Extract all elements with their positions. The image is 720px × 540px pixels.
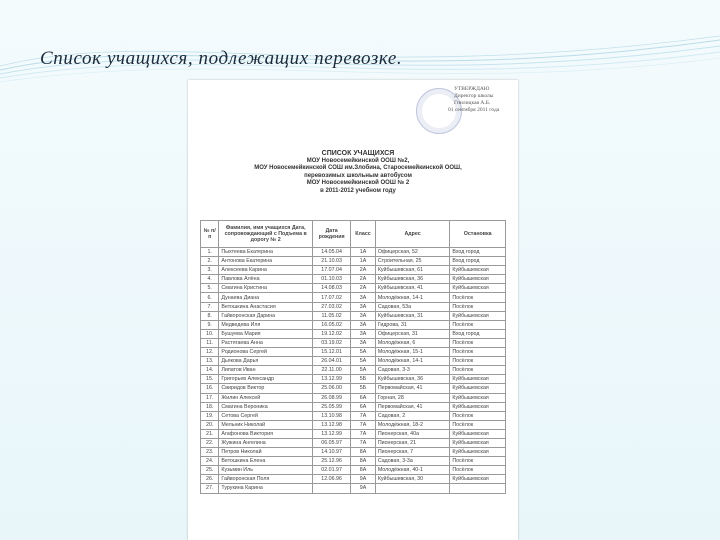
table-row: [201, 329, 506, 338]
cell-name: Петров Николай: [219, 448, 313, 457]
cell-date: 17.07.04: [312, 266, 350, 275]
cell-stop: Посёлок: [450, 411, 506, 420]
cell-address: Офицерская, 52: [375, 248, 450, 257]
cell-stop: [450, 484, 506, 493]
cell-name: Григорьев Александр: [219, 375, 313, 384]
cell-address: Молодёжная, 14-1: [375, 293, 450, 302]
cell-no: 4.: [201, 275, 219, 284]
cell-class: 3А: [351, 329, 376, 338]
heading-line: МОУ Новосемейкинской ООШ № 2: [306, 180, 410, 186]
table-row: [201, 438, 506, 447]
header-no: № п/п: [201, 221, 219, 248]
table-row: [201, 338, 506, 347]
cell-stop: Посёлок: [450, 302, 506, 311]
table-row: [201, 311, 506, 320]
cell-name: Липатов Иван: [219, 366, 313, 375]
cell-stop: Куйбышевская: [450, 438, 506, 447]
cell-no: 1.: [201, 248, 219, 257]
cell-name: Ветошкина Анастасия: [219, 302, 313, 311]
table-row: [201, 275, 506, 284]
cell-stop: Посёлок: [450, 420, 506, 429]
table-row: [201, 375, 506, 384]
cell-class: 5А: [351, 348, 376, 357]
cell-name: Дьякова Дарья: [219, 357, 313, 366]
cell-name: Антонова Екатерина: [219, 257, 313, 266]
cell-no: 8.: [201, 311, 219, 320]
table-row: [201, 448, 506, 457]
cell-class: 1А: [351, 257, 376, 266]
table-row: [201, 266, 506, 275]
cell-address: Пионерская, 40а: [375, 429, 450, 438]
cell-no: 20.: [201, 420, 219, 429]
cell-stop: Вход город: [450, 248, 506, 257]
cell-class: 7А: [351, 429, 376, 438]
cell-date: 16.05.02: [312, 320, 350, 329]
cell-class: 5А: [351, 357, 376, 366]
cell-no: 12.: [201, 348, 219, 357]
cell-address: Молодёжная, 40-1: [375, 466, 450, 475]
cell-name: Дунаева Диана: [219, 293, 313, 302]
cell-stop: Куйбышевская: [450, 448, 506, 457]
cell-address: Горная, 28: [375, 393, 450, 402]
scanned-document: [188, 80, 518, 540]
decorative-wave-lines: [0, 0, 720, 90]
cell-no: 27.: [201, 484, 219, 493]
cell-date: 14.10.97: [312, 448, 350, 457]
cell-date: 14.05.04: [312, 248, 350, 257]
cell-stop: Куйбышевская: [450, 375, 506, 384]
cell-name: Жилин Алексей: [219, 393, 313, 402]
cell-name: Медведева Иля: [219, 320, 313, 329]
header-class: Класс: [351, 221, 376, 248]
cell-name: Агафонова Виктория: [219, 429, 313, 438]
cell-class: 8А: [351, 466, 376, 475]
cell-address: Куйбышевская, 36: [375, 375, 450, 384]
cell-no: 18.: [201, 402, 219, 411]
cell-name: Павлова Алёна: [219, 275, 313, 284]
table-row: [201, 466, 506, 475]
cell-date: 13.12.98: [312, 420, 350, 429]
cell-class: 1А: [351, 248, 376, 257]
cell-class: 5А: [351, 366, 376, 375]
cell-address: Садовая, 2: [375, 411, 450, 420]
stamp-line-4: 01 сентября 2011 года: [448, 107, 500, 113]
table-row: [201, 348, 506, 357]
cell-no: 11.: [201, 338, 219, 347]
cell-stop: Вход город: [450, 257, 506, 266]
cell-stop: Посёлок: [450, 357, 506, 366]
cell-stop: Посёлок: [450, 320, 506, 329]
cell-no: 26.: [201, 475, 219, 484]
cell-stop: Посёлок: [450, 338, 506, 347]
cell-name: Гайворонская Дарина: [219, 311, 313, 320]
cell-name: Смагина Кристина: [219, 284, 313, 293]
cell-class: 2А: [351, 284, 376, 293]
cell-address: Пионерская, 7: [375, 448, 450, 457]
cell-stop: Посёлок: [450, 366, 506, 375]
cell-no: 25.: [201, 466, 219, 475]
cell-date: 26.04.01: [312, 357, 350, 366]
cell-name: Кузьмин Иль: [219, 466, 313, 475]
cell-address: Молодёжная, 6: [375, 338, 450, 347]
heading-line: в 2011-2012 учебном году: [320, 187, 396, 194]
cell-address: Куйбышевская, 36: [375, 275, 450, 284]
cell-class: 6А: [351, 402, 376, 411]
table-row: [201, 420, 506, 429]
cell-date: 25.06.00: [312, 384, 350, 393]
cell-address: Молодёжная, 18-2: [375, 420, 450, 429]
cell-address: Строительная, 25: [375, 257, 450, 266]
pupils-table: [200, 220, 506, 494]
cell-class: 6А: [351, 393, 376, 402]
cell-no: 16.: [201, 384, 219, 393]
table-row: [201, 248, 506, 257]
table-row: [201, 484, 506, 493]
table-row: [201, 429, 506, 438]
cell-no: 23.: [201, 448, 219, 457]
cell-address: Садовая, 3-3а: [375, 457, 450, 466]
cell-no: 9.: [201, 320, 219, 329]
document-heading: [228, 150, 488, 195]
cell-address: Первомайская, 41: [375, 402, 450, 411]
cell-no: 5.: [201, 284, 219, 293]
cell-date: 14.08.03: [312, 284, 350, 293]
cell-stop: Посёлок: [450, 466, 506, 475]
cell-name: Смагина Вероника: [219, 402, 313, 411]
cell-no: 2.: [201, 257, 219, 266]
cell-stop: Вход город: [450, 329, 506, 338]
cell-address: Молодёжная, 15-1: [375, 348, 450, 357]
heading-line: МОУ Новосемейкинской ООШ №2,: [306, 157, 410, 164]
cell-name: Родионова Сергей: [219, 348, 313, 357]
cell-class: 2А: [351, 275, 376, 284]
cell-name: Ветошкина Елена: [219, 457, 313, 466]
cell-class: 3А: [351, 320, 376, 329]
cell-no: 14.: [201, 366, 219, 375]
cell-date: 17.07.02: [312, 293, 350, 302]
cell-no: 19.: [201, 411, 219, 420]
cell-name: Бушуева Мария: [219, 329, 313, 338]
cell-class: 8А: [351, 448, 376, 457]
cell-address: Куйбышевская, 30: [375, 475, 450, 484]
table-row: [201, 393, 506, 402]
cell-class: 3А: [351, 293, 376, 302]
approval-stamp: [418, 86, 518, 114]
cell-class: 8А: [351, 457, 376, 466]
table-header-row: [201, 221, 506, 248]
cell-stop: Куйбышевская: [450, 311, 506, 320]
cell-date: 13.12.99: [312, 375, 350, 384]
cell-class: 3А: [351, 302, 376, 311]
cell-no: 3.: [201, 266, 219, 275]
table-row: [201, 402, 506, 411]
cell-date: 19.12.02: [312, 329, 350, 338]
cell-class: 3А: [351, 311, 376, 320]
cell-stop: Посёлок: [450, 348, 506, 357]
cell-date: 03.19.02: [312, 338, 350, 347]
table-row: [201, 475, 506, 484]
cell-name: Пыхтеева Екатерина: [219, 248, 313, 257]
cell-no: 17.: [201, 393, 219, 402]
cell-no: 10.: [201, 329, 219, 338]
cell-date: 15.12.01: [312, 348, 350, 357]
cell-no: 7.: [201, 302, 219, 311]
heading-line: СПИСОК УЧАЩИХСЯ: [321, 150, 395, 157]
cell-name: Турукина Карина: [219, 484, 313, 493]
cell-stop: Куйбышевская: [450, 266, 506, 275]
table-row: [201, 384, 506, 393]
stamp-line-3: Гнилицкая А.Б.: [454, 100, 491, 106]
cell-address: [375, 484, 450, 493]
cell-name: Алексеева Карина: [219, 266, 313, 275]
cell-address: Куйбышевская, 61: [375, 266, 450, 275]
table-row: [201, 457, 506, 466]
cell-date: [312, 484, 350, 493]
stamp-approve: УТВЕРЖДАЮ: [454, 86, 490, 92]
cell-date: 12.06.96: [312, 475, 350, 484]
cell-date: 11.05.02: [312, 311, 350, 320]
header-address: Адрес: [375, 221, 450, 248]
cell-date: 21.10.03: [312, 257, 350, 266]
cell-address: Офицерская, 31: [375, 329, 450, 338]
cell-date: 13.12.99: [312, 429, 350, 438]
table-row: [201, 302, 506, 311]
cell-name: Жужина Ангелина: [219, 438, 313, 447]
cell-class: 9А: [351, 484, 376, 493]
cell-class: 7А: [351, 420, 376, 429]
cell-date: 27.03.02: [312, 302, 350, 311]
cell-date: 26.08.99: [312, 393, 350, 402]
table-row: [201, 320, 506, 329]
cell-stop: Куйбышевская: [450, 275, 506, 284]
cell-stop: Куйбышевская: [450, 384, 506, 393]
cell-no: 24.: [201, 457, 219, 466]
cell-date: 06.05.97: [312, 438, 350, 447]
cell-name: Гайворонская Поля: [219, 475, 313, 484]
header-stop: Остановка: [450, 221, 506, 248]
cell-address: Куйбышевская, 41: [375, 284, 450, 293]
cell-stop: Куйбышевская: [450, 429, 506, 438]
cell-stop: Посёлок: [450, 293, 506, 302]
cell-name: Мельник Николай: [219, 420, 313, 429]
cell-class: 5Б: [351, 375, 376, 384]
header-name: Фамилия, имя учащихся Дата, сопровождающий с Подъема в дорогу № 2: [219, 221, 313, 248]
cell-address: Куйбышевская, 31: [375, 311, 450, 320]
cell-address: Пионерская, 21: [375, 438, 450, 447]
cell-stop: Посёлок: [450, 457, 506, 466]
cell-address: Гидрова, 31: [375, 320, 450, 329]
cell-date: 25.12.96: [312, 457, 350, 466]
cell-class: 7А: [351, 411, 376, 420]
cell-address: Садовая, 3-3: [375, 366, 450, 375]
table-row: [201, 357, 506, 366]
cell-name: Растягаева Анна: [219, 338, 313, 347]
cell-stop: Куйбышевская: [450, 393, 506, 402]
cell-name: Сетова Сергей: [219, 411, 313, 420]
cell-no: 21.: [201, 429, 219, 438]
table-row: [201, 293, 506, 302]
slide-title: Список учащихся, подлежащих перевозке.: [40, 48, 403, 69]
cell-stop: Куйбышевская: [450, 284, 506, 293]
table-row: [201, 284, 506, 293]
heading-line: МОУ Новосемейкинской СОШ им.Злобина, Старосемейкинской ООШ,: [254, 165, 462, 171]
cell-address: Садовая, 53а: [375, 302, 450, 311]
cell-no: 6.: [201, 293, 219, 302]
stamp-line-2: Директор школы: [454, 93, 494, 99]
table-row: [201, 411, 506, 420]
cell-address: Молодёжная, 14-1: [375, 357, 450, 366]
table-row: [201, 366, 506, 375]
cell-stop: Куйбышевская: [450, 402, 506, 411]
cell-address: Первомайская, 41: [375, 384, 450, 393]
cell-class: 9А: [351, 475, 376, 484]
cell-date: 01.10.03: [312, 275, 350, 284]
cell-date: 13.10.98: [312, 411, 350, 420]
header-date: Дата рождения: [312, 221, 350, 248]
cell-no: 15.: [201, 375, 219, 384]
cell-date: 02.01.97: [312, 466, 350, 475]
table-row: [201, 257, 506, 266]
cell-stop: Куйбышевская: [450, 475, 506, 484]
cell-date: 25.05.99: [312, 402, 350, 411]
cell-class: 3А: [351, 338, 376, 347]
cell-no: 22.: [201, 438, 219, 447]
cell-class: 2А: [351, 266, 376, 275]
heading-line: перевозимых школьным автобусом: [304, 172, 412, 179]
cell-name: Свиридов Виктор: [219, 384, 313, 393]
cell-date: 22.11.00: [312, 366, 350, 375]
cell-class: 5Б: [351, 384, 376, 393]
cell-no: 13.: [201, 357, 219, 366]
cell-class: 7А: [351, 438, 376, 447]
